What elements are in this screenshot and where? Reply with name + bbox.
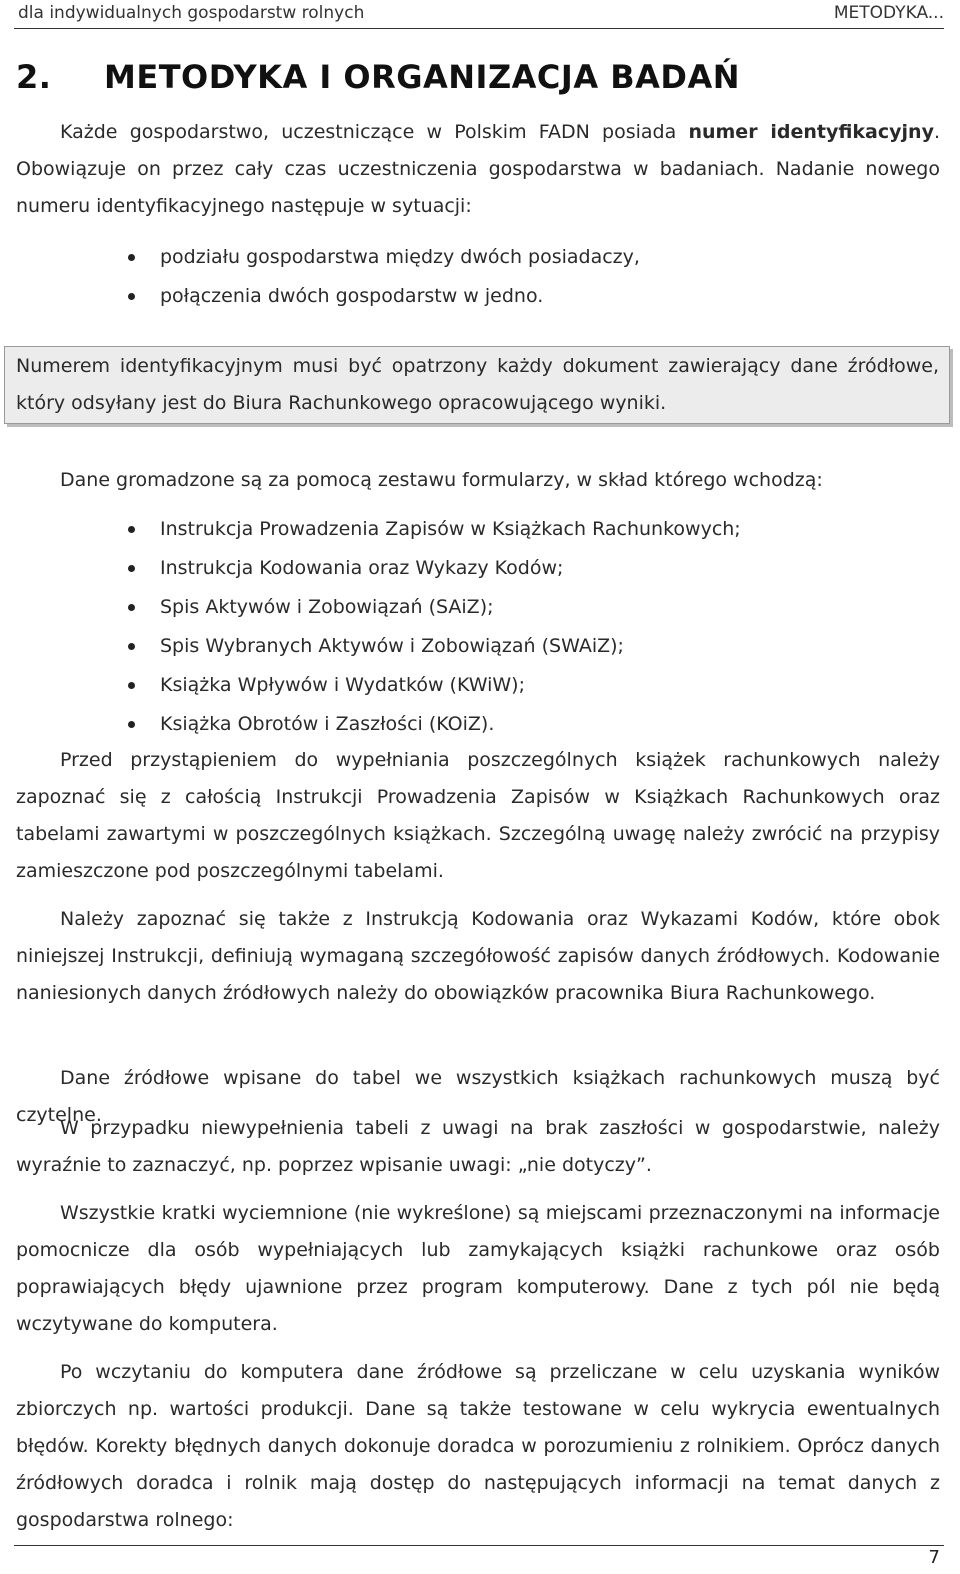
list-item: połączenia dwóch gospodarstw w jedno.	[16, 277, 940, 316]
paragraph-id-number	[16, 114, 940, 225]
list-item: Spis Wybranych Aktywów i Zobowiązań (SWAiZ);	[16, 627, 940, 666]
paragraph: W przypadku niewypełnienia tabeli z uwagi na brak zaszłości w gospodarstwie, należy wyraźnie to zaznaczyć, np. poprzez wpisanie uwagi: „nie dotyczy”.	[16, 1117, 940, 1176]
page-number: 7	[928, 1547, 940, 1568]
p1-text-before: Każde gospodarstwo, uczestniczące w Polskim FADN posiada	[60, 121, 689, 143]
paragraph: Po wczytaniu do komputera dane źródłowe są przeliczane w celu uzyskania wyników zbiorczych np. wartości produkcji. Dane są także testowane w celu wykrycia ewentualnych błędów. Korekty błędnych danych dokonuje doradca w porozumieniu z rolnikiem. Oprócz danych źródłowych doradca i rolnik mają dostęp do następujących informacji na temat danych z gospodarstwa rolnego:	[16, 1361, 940, 1531]
list-item: Książka Obrotów i Zaszłości (KOiZ).	[16, 705, 940, 744]
paragraph: Wszystkie kratki wyciemnione (nie wykreślone) są miejscami przeznaczonymi na informacje pomocnicze dla osób wypełniających lub zamykających książki rachunkowe oraz osób poprawiających błędy ujawnione przez program komputerowy. Dane z tych pól nie będą wczytywane do komputera.	[16, 1202, 940, 1335]
paragraph-forms: Dane gromadzone są za pomocą zestawu formularzy, w skład którego wchodzą:	[60, 469, 823, 491]
highlight-box	[4, 346, 950, 424]
p1-bold-term: numer identyfikacyjny	[688, 121, 934, 143]
forms-intro	[16, 462, 940, 499]
intro-block	[16, 114, 940, 225]
list-item: Spis Aktywów i Zobowiązań (SAiZ);	[16, 588, 940, 627]
paragraph: Dane źródłowe wpisane do tabel we wszystkich książkach rachunkowych muszą być czytelne.	[16, 1067, 940, 1126]
body-p3	[16, 742, 940, 890]
paragraph: Należy zapoznać się także z Instrukcją Kodowania oraz Wykazami Kodów, które obok niniejszej Instrukcji, definiują wymaganą szczegółowość zapisów danych źródłowych. Kodowanie naniesionych danych źródłowych należy do obowiązków pracownika Biura Rachunkowego.	[16, 908, 940, 1004]
list-forms	[16, 510, 940, 744]
running-header	[14, 0, 944, 29]
section-number: 2.	[16, 58, 52, 96]
list-item: Instrukcja Prowadzenia Zapisów w Książkach Rachunkowych;	[16, 510, 940, 549]
section-heading	[16, 58, 740, 96]
highlight-box-text: Numerem identyfikacyjnym musi być opatrzony każdy dokument zawierający dane źródłowe, który odsyłany jest do Biura Rachunkowego opracowującego wyniki.	[16, 355, 939, 414]
footer-rule	[14, 1545, 944, 1546]
header-left: dla indywidualnych gospodarstw rolnych	[18, 3, 365, 23]
body-p6	[16, 1110, 940, 1184]
list-item: podziału gospodarstwa między dwóch posiadaczy,	[16, 238, 940, 277]
body-p4	[16, 901, 940, 1012]
section-title: METODYKA I ORGANIZACJA BADAŃ	[104, 58, 740, 96]
list-item: Instrukcja Kodowania oraz Wykazy Kodów;	[16, 549, 940, 588]
body-p8	[16, 1354, 940, 1539]
p1-text-after: . Obowiązuje on przez cały czas uczestniczenia gospodarstwa w badaniach. Nadanie nowego numeru identyfikacyjnego następuje w sytuacji:	[16, 121, 940, 217]
body-p7	[16, 1195, 940, 1343]
list-situations	[16, 238, 940, 316]
paragraph: Przed przystąpieniem do wypełniania poszczególnych książek rachunkowych należy zapoznać się z całością Instrukcji Prowadzenia Zapisów w Książkach Rachunkowych oraz tabelami zawartymi w poszczególnych książkach. Szczególną uwagę należy zwrócić na przypisy zamieszczone pod poszczególnymi tabelami.	[16, 749, 940, 882]
header-right: METODYKA...	[833, 3, 944, 23]
list-item: Książka Wpływów i Wydatków (KWiW);	[16, 666, 940, 705]
